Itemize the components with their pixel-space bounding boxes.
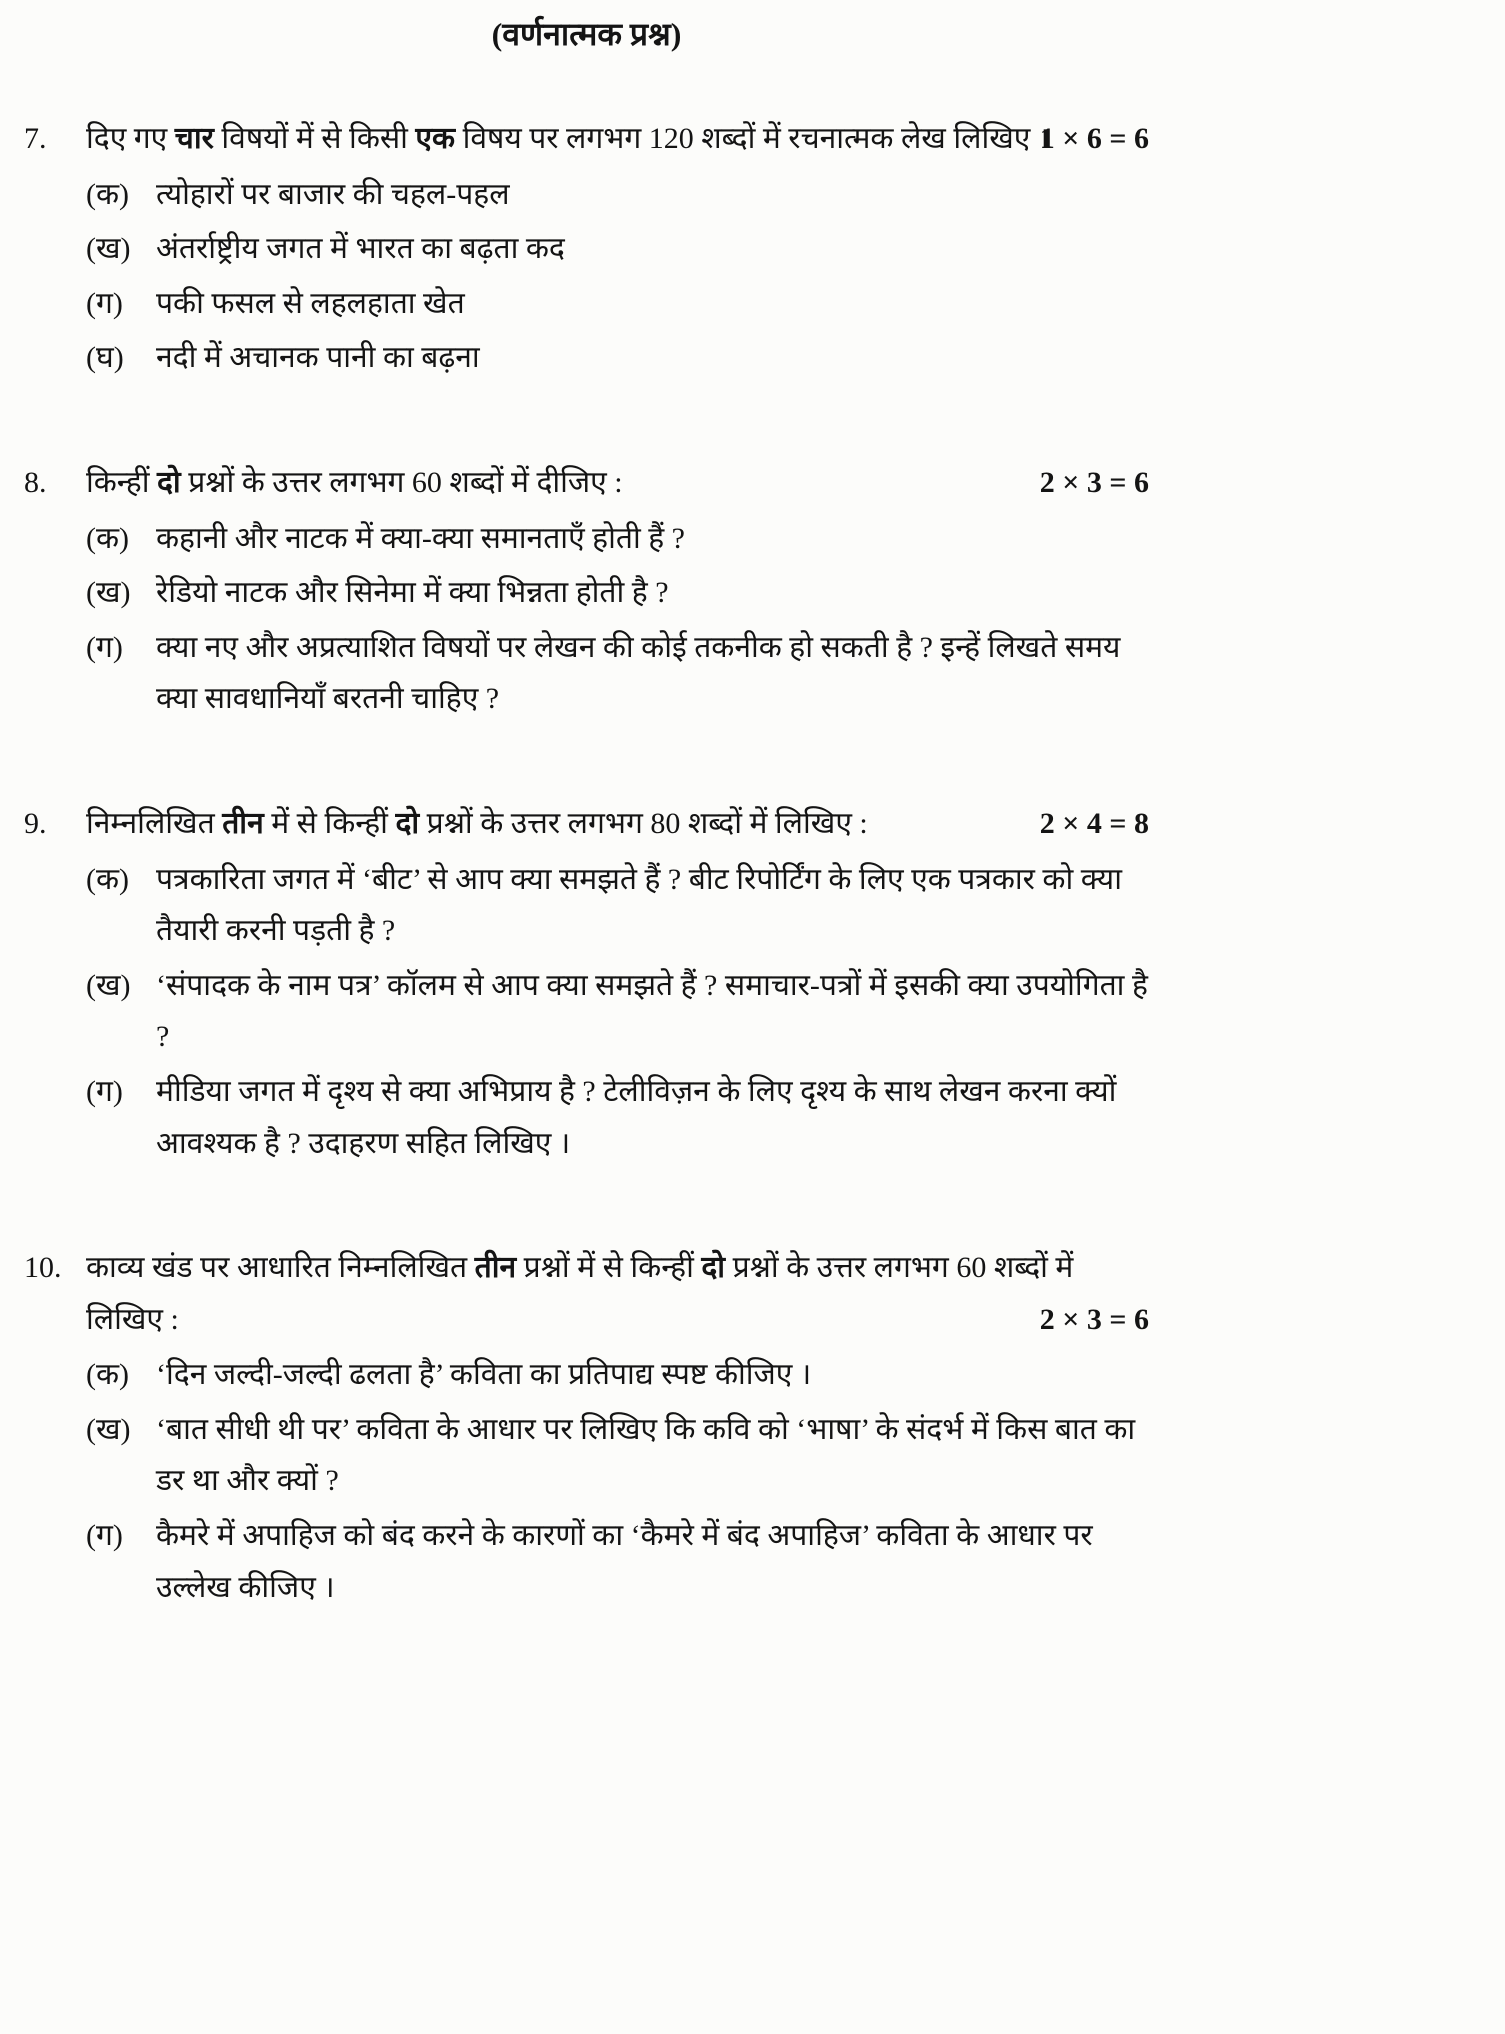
question-8-body [86,457,1149,728]
stem-segment-bold: दो [701,1251,726,1285]
sub-question-label: (ख) [86,576,131,610]
question-10-number: 10. [24,1251,62,1285]
stem-segment-bold: चार [174,122,214,155]
sub-question [86,223,1149,275]
question-9-stem-row [86,798,1149,850]
question-10-stem [86,1242,1149,1345]
stem-segment: प्रश्नों में से किन्हीं [516,1251,702,1285]
stem-segment-bold: तीन [222,806,264,840]
sub-question-text: कैमरे में अपाहिज को बंद करने के कारणों का ‘कैमरे में बंद अपाहिज’ कविता के आधार पर उल्लेख कीजिए । [156,1519,1093,1604]
stem-segment: किन्हीं [86,465,157,499]
stem-segment: विषय पर लगभग 120 शब्दों में रचनात्मक लेख लिखिए । [455,122,1050,155]
sub-question-label: (ग) [86,286,123,320]
sub-question-label: (क) [86,521,130,555]
question-8 [24,457,1149,728]
question-7-stem [86,113,1149,165]
question-8-number: 8. [24,465,47,499]
question-7-number: 7. [24,122,47,155]
question-10-marks: 2 × 3 = 6 [1039,1302,1149,1336]
question-9-body [86,798,1149,1172]
stem-segment: प्रश्नों के उत्तर लगभग 60 शब्दों में लिखिए : [86,1251,1074,1336]
sub-question [86,1349,1149,1401]
sub-question-label: (क) [86,862,130,896]
question-7-marks: 1 × 6 = 6 [1039,122,1149,155]
sub-question-text: ‘संपादक के नाम पत्र’ कॉलम से आप क्या समझते हैं ? समाचार-पत्रों में इसकी क्या उपयोगिता है ? [156,968,1148,1054]
sub-question-text: मीडिया जगत में दृश्य से क्या अभिप्राय है ? टेलीविज़न के लिए दृश्य के साथ लेखन करना क्यों आवश्यक है ? उदाहरण सहित लिखिए । [156,1074,1117,1160]
sub-question-text: कहानी और नाटक में क्या-क्या समानताएँ होती हैं ? [156,521,685,555]
stem-segment: प्रश्नों के उत्तर लगभग 80 शब्दों में लिखिए : [419,806,868,840]
question-8-stem [86,457,1149,509]
question-9-number: 9. [24,806,47,840]
sub-question-label: (क) [86,177,130,211]
sub-question [86,854,1149,957]
sub-question-text: रेडियो नाटक और सिनेमा में क्या भिन्नता होती है ? [156,576,669,610]
sub-question-text: ‘बात सीधी थी पर’ कविता के आधार पर लिखिए कि कवि को ‘भाषा’ के संदर्भ में किस बात का डर था और क्यों ? [156,1412,1136,1498]
stem-segment-bold: तीन [474,1251,517,1285]
stem-segment-bold: दो [395,806,420,840]
stem-segment: काव्य खंड पर आधारित निम्नलिखित [86,1251,475,1285]
sub-question-text: पकी फसल से लहलहाता खेत [156,286,465,320]
stem-segment: दिए गए [86,122,175,155]
question-9-stem [86,798,1149,850]
sub-question [86,278,1149,330]
question-9-marks: 2 × 4 = 8 [1039,806,1149,840]
stem-segment: विषयों में से किसी [213,122,416,155]
sub-question-label: (ग) [86,1074,123,1108]
question-7 [24,113,1149,387]
sub-question [86,567,1149,619]
stem-segment: निम्नलिखित [86,806,223,840]
stem-segment: प्रश्नों के उत्तर लगभग 60 शब्दों में दीजिए : [180,465,623,499]
question-8-stem-row [86,457,1149,509]
question-8-marks: 2 × 3 = 6 [1039,465,1149,499]
sub-question [86,332,1149,384]
sub-question [86,622,1149,725]
question-10-stem-row [86,1242,1149,1345]
sub-question-text: त्योहारों पर बाजार की चहल-पहल [156,177,510,211]
sub-question-label: (घ) [86,341,124,375]
sub-question-label: (ग) [86,630,123,664]
sub-question-label: (क) [86,1358,130,1392]
stem-segment-bold: एक [415,122,456,155]
sub-question [86,960,1149,1063]
question-10-body [86,1242,1149,1616]
sub-question [86,1510,1149,1613]
sub-question-text: पत्रकारिता जगत में ‘बीट’ से आप क्या समझते हैं ? बीट रिपोर्टिंग के लिए एक पत्रकार को क्या तैयारी करनी पड़ती है ? [156,862,1122,948]
stem-segment-bold: दो [156,465,181,499]
sub-question-label: (ख) [86,1412,131,1446]
stem-segment: में से किन्हीं [263,806,396,840]
sub-question-text: नदी में अचानक पानी का बढ़ना [156,341,480,375]
sub-question-text: अंतर्राष्ट्रीय जगत में भारत का बढ़ता कद [156,232,565,266]
sub-question-label: (ग) [86,1519,123,1553]
sub-question [86,169,1149,221]
sub-question [86,1066,1149,1169]
question-7-body [86,113,1149,387]
sub-question [86,1404,1149,1507]
sub-question-text: क्या नए और अप्रत्याशित विषयों पर लेखन की कोई तकनीक हो सकती है ? इन्हें लिखते समय क्या सावधानियाँ बरतनी चाहिए ? [156,630,1121,716]
sub-question-label: (ख) [86,968,131,1002]
question-7-stem-row [86,113,1149,165]
sub-question [86,513,1149,565]
question-10 [24,1242,1149,1616]
sub-question-label: (ख) [86,232,131,266]
sub-question-text: ‘दिन जल्दी-जल्दी ढलता है’ कविता का प्रतिपाद्य स्पष्ट कीजिए । [156,1358,812,1392]
question-9 [24,798,1149,1172]
section-heading: (वर्णनात्मक प्रश्न) [491,16,682,52]
